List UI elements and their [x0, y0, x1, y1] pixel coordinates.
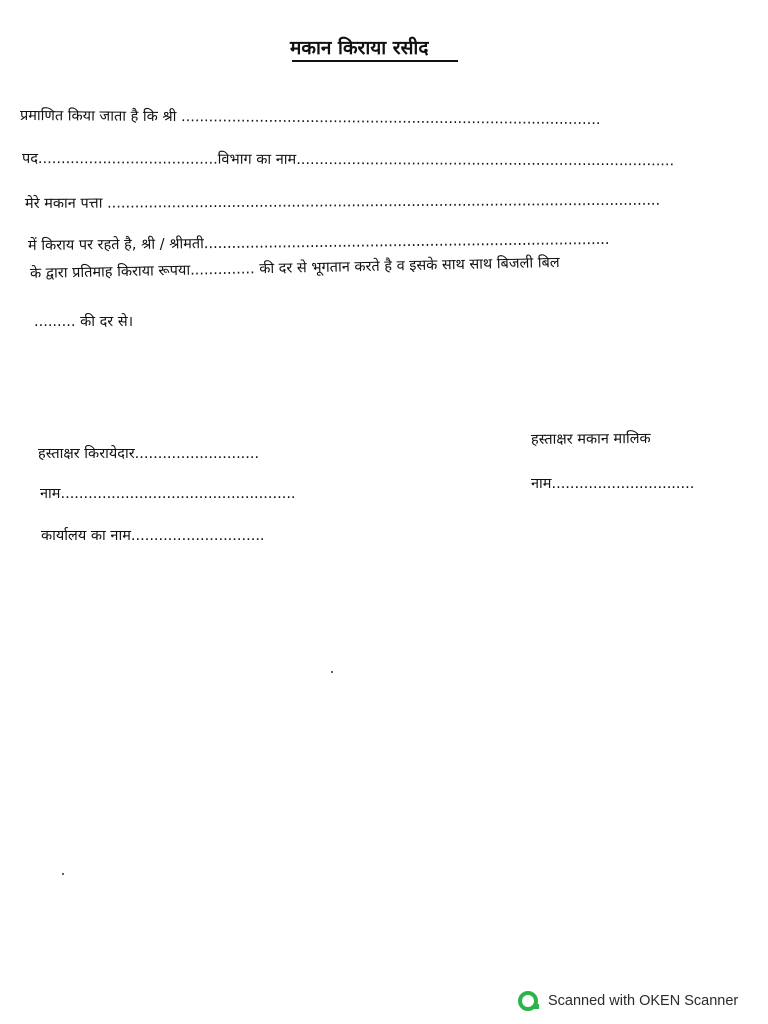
scanner-watermark	[518, 990, 738, 1012]
owner-signature-field: हस्ताक्षर मकान मालिक	[530, 430, 651, 448]
post-department-line: पद.......................................विभाग का नाम..................................................................................	[21, 151, 675, 170]
scan-speck	[331, 671, 333, 673]
tenant-signature-field: हस्ताक्षर किरायेदार...........................	[38, 446, 260, 462]
document-title: मकान किराया रसीद	[290, 37, 429, 59]
scan-speck	[62, 873, 64, 875]
monthly-rent-line: के द्वारा प्रतिमाह किराया रूपया.............. की दर से भूगतान करते है व इसके साथ साथ बिजली बिल	[29, 254, 560, 282]
rate-line: ......... की दर से।	[34, 314, 134, 330]
tenant-office-field: कार्यालय का नाम.............................	[41, 528, 265, 544]
oken-scanner-logo-icon	[518, 990, 540, 1012]
scanner-text: Scanned with OKEN Scanner	[548, 993, 739, 1009]
certify-line: प्रमाणित किया जाता है कि श्री ...........................................................................................	[19, 108, 601, 129]
tenant-name-field: नाम...................................................	[40, 486, 296, 502]
address-line: मेरे मकान पत्ता ........................................................................................................................	[24, 192, 661, 212]
owner-name-field: नाम...............................	[531, 476, 695, 492]
rent-person-line: में किराय पर रहते है, श्री / श्रीमती........................................................................................	[27, 231, 610, 254]
title-underline	[292, 60, 458, 62]
